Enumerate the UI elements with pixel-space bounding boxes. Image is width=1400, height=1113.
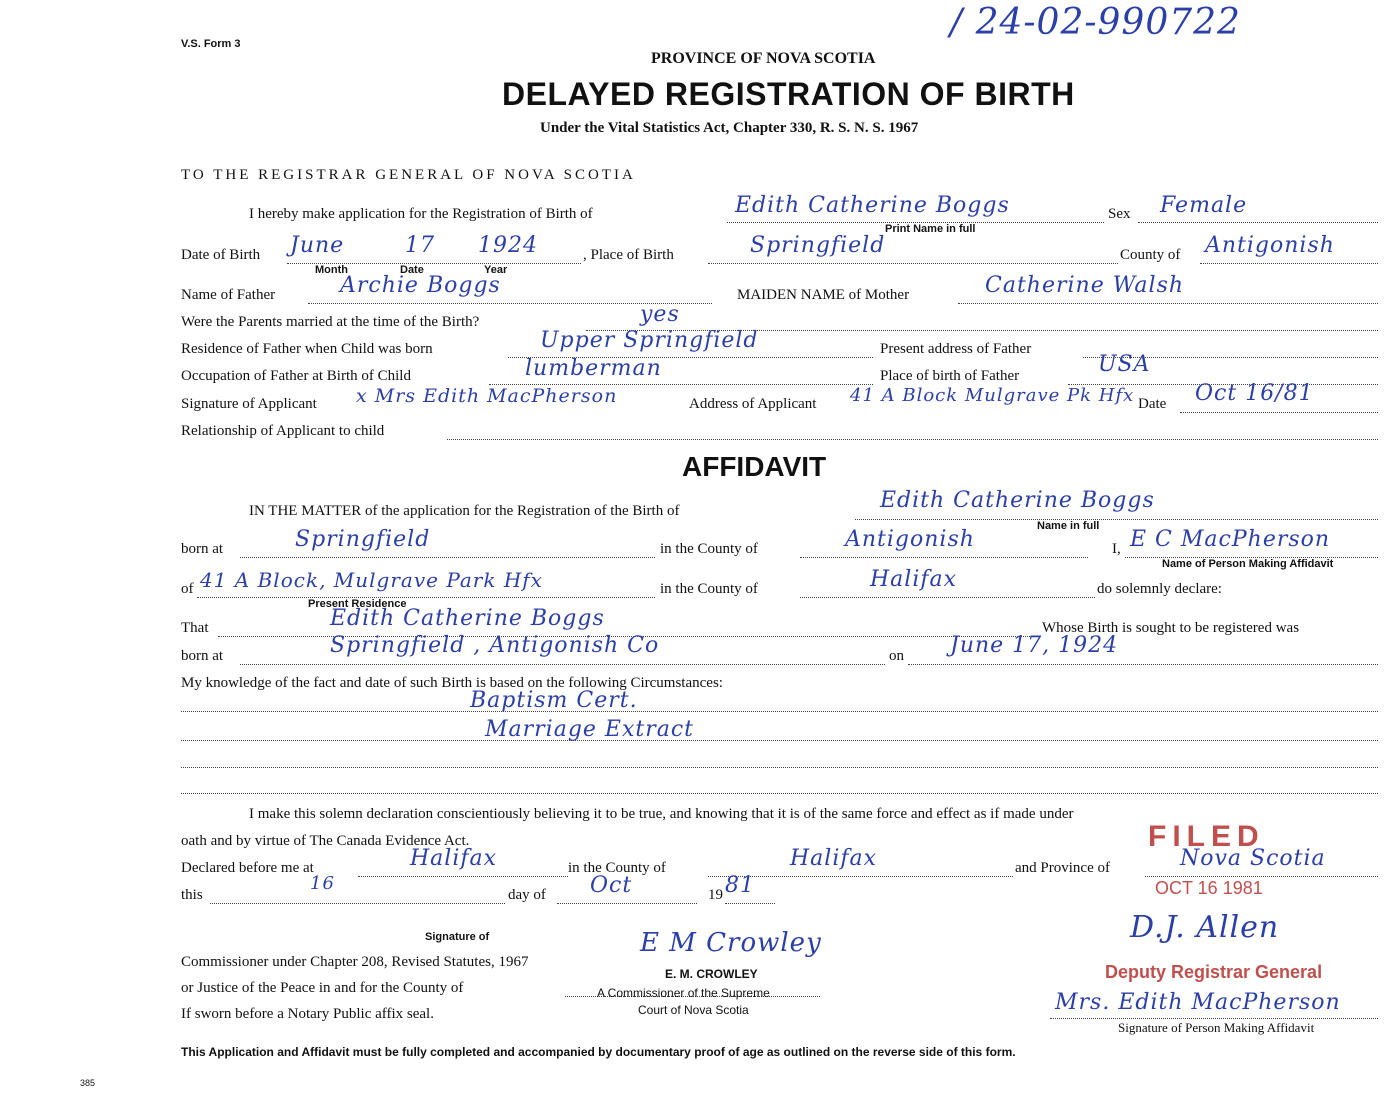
circumstance-1: Baptism Cert.	[470, 688, 638, 713]
label-that: That	[181, 620, 209, 636]
commissioner-stamp-name: E. M. CROWLEY	[665, 967, 758, 981]
child-name: Edith Catherine Boggs	[735, 193, 1010, 218]
label-application: I hereby make application for the Registration of Birth of	[249, 206, 593, 222]
label-in-county: in the County of	[660, 541, 758, 557]
label-deponent: Name of Person Making Affidavit	[1162, 558, 1334, 570]
declared-county: Halifax	[790, 846, 878, 871]
married-value: yes	[640, 302, 680, 327]
label-year: Year	[484, 264, 508, 276]
sex-value: Female	[1160, 193, 1248, 218]
label-occupation: Occupation of Father at Birth of Child	[181, 368, 411, 384]
addressee: TO THE REGISTRAR GENERAL OF NOVA SCOTIA	[181, 167, 636, 183]
deponent-residence: 41 A Block, Mulgrave Park Hfx	[200, 568, 543, 592]
label-place-of-birth: , Place of Birth	[583, 247, 674, 263]
label-declared-county: in the County of	[568, 860, 666, 876]
page-code: 385	[80, 1078, 96, 1088]
label-month: Month	[315, 264, 348, 276]
birth-date: June 17, 1924	[950, 633, 1119, 658]
county-value: Antigonish	[1205, 233, 1335, 258]
father-birthplace: USA	[1098, 352, 1151, 377]
label-dob: Date of Birth	[181, 247, 261, 263]
born-at-2-value: Springfield , Antigonish Co	[330, 633, 660, 658]
label-residence: Residence of Father when Child was born	[181, 341, 433, 357]
declared-month: Oct	[590, 873, 633, 898]
label-day-of: day of	[508, 887, 546, 903]
label-this: this	[181, 887, 203, 903]
label-deponent-signature: Signature of Person Making Affidavit	[1118, 1020, 1315, 1035]
dob-month: June	[290, 233, 345, 258]
label-county: County of	[1120, 247, 1181, 263]
registration-number: / 24-02-990722	[950, 2, 1241, 43]
label-father-birthplace: Place of birth of Father	[880, 368, 1020, 384]
page-title: DELAYED REGISTRATION OF BIRTH	[502, 76, 1075, 112]
affidavit-heading: AFFIDAVIT	[682, 451, 827, 482]
label-i: I,	[1112, 541, 1121, 557]
page-subtitle: Under the Vital Statistics Act, Chapter 330, R. S. N. S. 1967	[540, 120, 919, 136]
commissioner-stamp-line-2: Court of Nova Scotia	[638, 1003, 749, 1017]
applicant-address: 41 A Block Mulgrave Pk Hfx	[850, 385, 1135, 406]
label-on: on	[889, 648, 904, 664]
label-married: Were the Parents married at the time of the Birth?	[181, 314, 480, 330]
label-sex: Sex	[1108, 206, 1131, 222]
label-relationship: Relationship of Applicant to child	[181, 423, 385, 439]
father-residence: Upper Springfield	[540, 328, 759, 353]
residence-county: Halifax	[870, 567, 958, 592]
deponent-name: E C MacPherson	[1130, 527, 1331, 552]
declared-at: Halifax	[410, 846, 498, 871]
father-name: Archie Boggs	[340, 273, 501, 298]
declared-year: 81	[725, 873, 755, 898]
form-number: V.S. Form 3	[181, 38, 241, 50]
declared-day: 16	[310, 873, 335, 894]
filed-stamp: FILED	[1148, 820, 1265, 853]
label-name-full: Name in full	[1037, 520, 1100, 532]
label-born-at-2: born at	[181, 648, 224, 664]
declared-province: Nova Scotia	[1180, 846, 1326, 871]
label-signature-of: Signature of	[425, 931, 490, 943]
declaration-text-2: oath and by virtue of The Canada Evidence Act.	[181, 833, 470, 849]
applicant-signature: x Mrs Edith MacPherson	[356, 385, 618, 407]
label-present-address: Present address of Father	[880, 341, 1032, 357]
label-commissioner: Commissioner under Chapter 208, Revised Statutes, 1967	[181, 954, 529, 970]
label-app-date: Date	[1138, 396, 1167, 412]
label-of: of	[181, 581, 194, 597]
footer-note: This Application and Affidavit must be fully completed and accompanied by documentary proof of age as outlined on the reverse side of this form.	[181, 1045, 1016, 1059]
circumstance-2: Marriage Extract	[485, 717, 695, 742]
place-of-birth: Springfield	[750, 233, 886, 258]
filed-date: OCT 16 1981	[1155, 878, 1263, 898]
dob-year: 1924	[478, 233, 538, 258]
label-date: Date	[400, 264, 424, 276]
label-declare: do solemnly declare:	[1097, 581, 1222, 597]
year-prefix: 19	[708, 887, 723, 903]
father-occupation: lumberman	[525, 356, 662, 381]
declaration-text-1: I make this solemn declaration conscientiously believing it to be true, and knowing that it is of the same force and effect as if made under	[249, 806, 1074, 822]
label-in-county-2: in the County of	[660, 581, 758, 597]
born-at-value: Springfield	[295, 527, 431, 552]
affidavit-child-name: Edith Catherine Boggs	[880, 488, 1155, 513]
registrar-title: Deputy Registrar General	[1105, 962, 1323, 982]
label-matter: IN THE MATTER of the application for the Registration of the Birth of	[249, 503, 680, 519]
label-print-name: Print Name in full	[885, 223, 976, 235]
that-name: Edith Catherine Boggs	[330, 606, 605, 631]
label-declared-at: Declared before me at	[181, 860, 314, 876]
commissioner-signature: E M Crowley	[640, 928, 822, 958]
label-father: Name of Father	[181, 287, 276, 303]
registrar-initials: D.J. Allen	[1130, 910, 1280, 945]
commissioner-stamp-line-1: A Commissioner of the Supreme	[597, 986, 770, 1000]
label-justice: or Justice of the Peace in and for the County of	[181, 980, 464, 996]
affidavit-county: Antigonish	[845, 527, 975, 552]
label-province: and Province of	[1015, 860, 1110, 876]
label-maiden: MAIDEN NAME of Mother	[737, 287, 910, 303]
deponent-signature: Mrs. Edith MacPherson	[1055, 990, 1341, 1015]
label-whose-birth: Whose Birth is sought to be registered was	[1042, 620, 1300, 636]
label-address: Address of Applicant	[685, 396, 816, 413]
label-signature: Signature of Applicant	[181, 396, 317, 412]
application-date: Oct 16/81	[1195, 381, 1314, 406]
province-heading: PROVINCE OF NOVA SCOTIA	[651, 50, 876, 67]
dob-date: 17	[405, 233, 435, 258]
mother-maiden: Catherine Walsh	[985, 273, 1185, 298]
label-knowledge: My knowledge of the fact and date of such Birth is based on the following Circumstances:	[181, 675, 723, 691]
label-notary: If sworn before a Notary Public affix seal.	[181, 1006, 434, 1022]
label-present-residence: Present Residence	[308, 598, 407, 610]
label-born-at: born at	[181, 541, 224, 557]
